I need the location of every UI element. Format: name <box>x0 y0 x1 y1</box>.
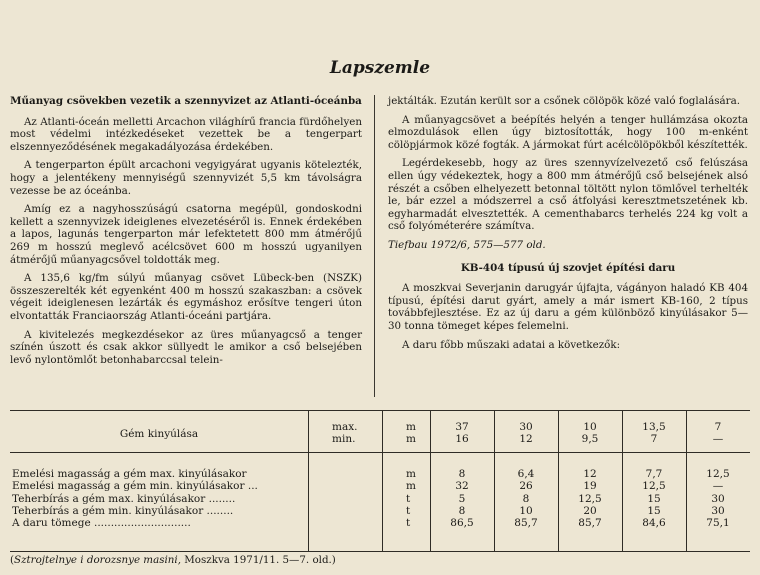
article-paragraph: A 135,6 kg/fm súlyú műanyag csövet Lübeck-ben (NSZK) összeszerelték két egyenként 400 m hosszú szakaszban: a csövek végeit ideiglenesen lezárták és egymáshoz erősítve tengeri úton elvontatták Franciaország Atlanti-óceáni partjára. <box>10 272 362 322</box>
table-header-cell: 37 <box>455 421 469 433</box>
table-row-unit: m <box>406 468 416 480</box>
table-header-cell: — <box>712 433 724 445</box>
table-row-label: A daru tömege ............................. <box>12 517 191 529</box>
table-row-unit: t <box>406 493 411 505</box>
table-cell: 12,5 <box>706 468 730 480</box>
table-cell: 12,5 <box>578 493 602 505</box>
table-cell: 85,7 <box>578 517 602 529</box>
table-cell: 20 <box>583 505 597 517</box>
table-row-unit: t <box>406 505 411 517</box>
article-heading-pipes-text: Műanyag csövekben vezetik a szennyvizet az Atlanti-óceánba <box>10 95 362 107</box>
table-cell: 75,1 <box>706 517 730 529</box>
table-header-cell: 9,5 <box>581 433 599 445</box>
table-source-detail: Moszkva 1971/11. 5—7. old.) <box>184 554 336 566</box>
article-paragraph: jektálták. Ezután került sor a csőnek cölöpök közé való foglalására. <box>388 95 741 107</box>
table-cell: 84,6 <box>642 517 666 529</box>
article-heading-crane-text: KB-404 típusú új szovjet építési daru <box>460 261 676 274</box>
table-header-cell: 12 <box>519 433 533 445</box>
table-cell: 12 <box>583 468 597 480</box>
article-heading-pipes <box>10 95 362 108</box>
table-cell: 12,5 <box>642 480 666 492</box>
table-source-journal: Sztrojtelnye i dorozsnye masini, <box>14 554 181 566</box>
article-paragraph: A kivitelezés megkezdésekor az üres műanyagcső a tenger színén úszott és csak akkor süllyedt le amikor a cső belsejében levő nylontömlőt betonhabarccsal telein- <box>10 328 362 366</box>
table-header-max: max. <box>332 421 358 433</box>
table-cell: 10 <box>519 505 533 517</box>
table-header-cell: 16 <box>455 433 469 445</box>
table-top-rule <box>10 410 750 411</box>
table-header-cell: 13,5 <box>642 421 666 433</box>
table-vline <box>382 410 383 552</box>
article-paragraph: A moszkvai Severjanin darugyár újfajta, vágányon haladó KB 404 típusú, építési darut gyárt, amely a már ismert KB-160, 2 típus továbbfejlesztése. Ez az új daru a gém különböző kinyúlásakor 5—30 tonna tömeget képes felemelni. <box>388 282 748 332</box>
column-divider <box>374 95 375 397</box>
table-header-label: Gém kinyúlása <box>119 428 199 440</box>
table-row-unit: t <box>406 517 411 529</box>
table-cell: 15 <box>647 493 661 505</box>
table-source <box>10 554 336 566</box>
table-row-label: Emelési magasság a gém max. kinyúlásakor <box>12 468 247 480</box>
table-cell: 26 <box>519 480 533 492</box>
table-row-label: Teherbírás a gém max. kinyúlásakor ........ <box>12 493 236 505</box>
article-source: Tiefbau 1972/6, 575—577 old. <box>388 238 546 251</box>
table-cell: 19 <box>583 480 597 492</box>
article-paragraph: Legérdekesebb, hogy az üres szennyvízelvezető cső felúszása ellen úgy védekeztek, hogy a 800 mm átmérőjű cső belsejének alsó részét a csőben elhelyezett betonnal töltött nylon tömlővel terhelték le, bár ezzel a módszerrel a cső átfolyási keresztmetszetének kb. egyharmadát elvesztették. A cementhabarcs terhelés 224 kg volt a cső folyóméterére számítva. <box>388 157 748 233</box>
article-paragraph: Az Atlanti-óceán melletti Arcachon világhírű francia fürdőhelyen most védelmi intézkedéseket vezettek be a tengerpart elszennyeződésének megakadályozása érdekében. <box>10 115 362 153</box>
table-row-unit: m <box>406 480 416 492</box>
table-cell: 5 <box>458 493 466 505</box>
table-cell: 86,5 <box>450 517 474 529</box>
table-cell: 32 <box>455 480 469 492</box>
table-cell: 85,7 <box>514 517 538 529</box>
table-cell: 8 <box>458 468 466 480</box>
table-cell: — <box>712 480 724 492</box>
table-cell: 15 <box>647 505 661 517</box>
table-cell: 8 <box>458 505 466 517</box>
table-cell: 8 <box>522 493 530 505</box>
table-row-label: Teherbírás a gém min. kinyúlásakor ........ <box>12 505 234 517</box>
right-column <box>388 95 748 357</box>
table-vline <box>308 410 309 552</box>
table-header-rule <box>10 452 750 453</box>
table-source-paren: ( <box>10 554 15 566</box>
article-paragraph: A tengerparton épült arcachoni vegyigyárat ugyanis kötelezték, hogy a jelentékeny mennyiségű szennyvizét 5,5 km távolságra vezesse be az óceánba. <box>10 159 362 197</box>
page-title: Lapszemle <box>329 58 431 78</box>
left-column <box>10 95 362 372</box>
crane-data-table <box>10 410 750 552</box>
table-cell: 7,7 <box>645 468 663 480</box>
table-bottom-rule <box>10 551 750 552</box>
table-header-cell: 7 <box>714 421 722 433</box>
table-header-unit: m <box>406 433 416 445</box>
table-header-cell: 10 <box>583 421 597 433</box>
table-header-cell: 7 <box>650 433 658 445</box>
table-cell: 30 <box>711 493 725 505</box>
table-header-min: min. <box>332 433 356 445</box>
article-paragraph: A daru főbb műszaki adatai a következők: <box>402 338 621 351</box>
table-cell: 30 <box>711 505 725 517</box>
table-header-unit: m <box>406 421 416 433</box>
article-paragraph: Amíg ez a nagyhosszúságú csatorna megépül, gondoskodni kellett a szennyvizek ideiglenes elvezetéséről is. Ennek érdekében a lapos, lagunás tengerparton már lefektetett 800 mm átmérőjű 269 m hosszú meglevő acélcsövet 600 m hosszú ugyanilyen átmérőjű műanyagcsővel toldották meg. <box>10 203 362 266</box>
article-paragraph: A műanyagcsövet a beépítés helyén a tenger hullámzása okozta elmozdulások ellen úgy biztosították, hogy 100 m-enként cölöpjármok közé fogták. A jármokat fúrt acélcölöpökből készítették. <box>388 113 748 151</box>
table-cell: 6,4 <box>517 468 535 480</box>
table-row-label: Emelési magasság a gém min. kinyúlásakor ... <box>12 480 258 492</box>
article-heading-crane <box>388 262 748 275</box>
table-header-cell: 30 <box>519 421 533 433</box>
